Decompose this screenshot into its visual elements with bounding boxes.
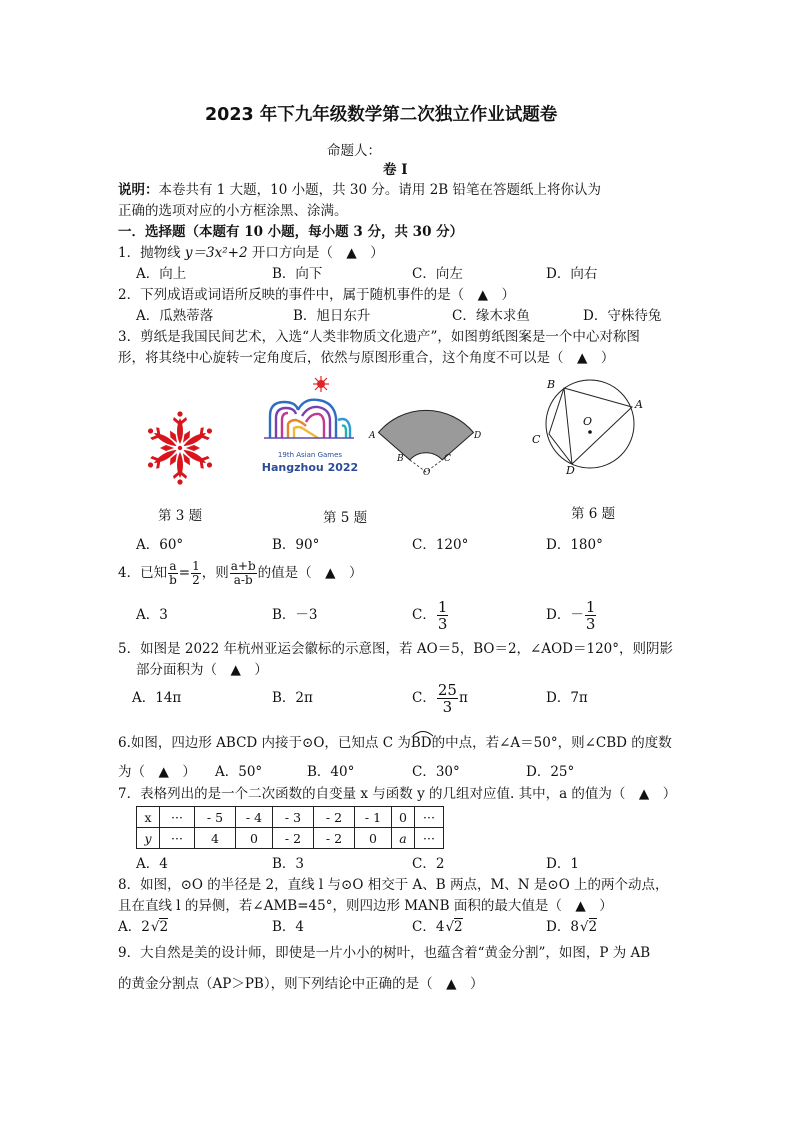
q5-option-d: D．7π — [546, 690, 588, 706]
arc-mark-icon — [411, 729, 435, 737]
table-cell: ··· — [160, 828, 195, 849]
table-cell: 0 — [355, 828, 392, 849]
q1-option-b: B．向下 — [272, 266, 323, 282]
table-cell: ··· — [415, 807, 444, 828]
q1-option-a: A．向上 — [136, 266, 187, 282]
q8-option-d: D．8√2 — [546, 919, 598, 935]
logo-line-1: 19th Asian Games — [277, 451, 343, 459]
table-cell: - 2 — [273, 828, 314, 849]
instructions-text: 本卷共有 1 大题，10 小题，共 30 分。请用 2B 铅笔在答题纸上将你认为 — [158, 182, 601, 198]
q6-option-a: A．50° — [215, 764, 263, 780]
section-heading: 一．选择题（本题有 10 小题，每小题 3 分，共 30 分） — [118, 224, 464, 240]
q1-pre: 1．抛物线 — [118, 245, 185, 261]
question-8-line-2: 且在直线 l 的异侧，若∠AMB=45°，则四边形 MANB 面积的最大值是（ ▲ ） — [118, 898, 613, 914]
circle-label-a: A — [635, 398, 643, 411]
table-cell: - 1 — [355, 807, 392, 828]
table-cell: a — [392, 828, 415, 849]
q8-option-b: B．4 — [272, 919, 305, 935]
sector-label-c: C — [444, 454, 451, 464]
q1-formula: y＝3x²+2 — [184, 245, 248, 261]
q5-option-c: C． $\frac{25}{3}$ π — [412, 681, 468, 716]
q4-option-c: C． $\frac{1}{3}$ — [412, 598, 448, 633]
question-9-line-2: 的黄金分割点（AP＞PB），则下列结论中正确的是（ ▲ ） — [118, 976, 484, 992]
question-1-stem — [118, 244, 384, 262]
question-3-line-1: 3．剪纸是我国民间艺术，入选“人类非物质文化遗产”，如图剪纸图案是一个中心对称图 — [118, 329, 640, 345]
sector-label-d: D — [474, 431, 482, 441]
q2-option-c: C．缘木求鱼 — [452, 308, 530, 324]
question-9-line-1: 9．大自然是美的设计师，即使是一片小小的树叶，也蕴含着“黄金分割”，如图，P 为 AB — [118, 945, 651, 961]
circle-label-c: C — [532, 433, 541, 446]
instructions-label: 说明： — [118, 182, 159, 198]
q2-option-b: B．旭日东升 — [293, 308, 371, 324]
question-5-line-2: 部分面积为（ ▲ ） — [136, 662, 268, 678]
q3-option-d: D．180° — [546, 537, 603, 553]
question-6-line-2: 为（ ▲ ） — [118, 764, 196, 780]
q4-fraction-a-b: $\frac{a}{b}$ — [169, 559, 177, 587]
caption-q3: 第 3 题 — [158, 508, 203, 524]
table-cell: 4 — [195, 828, 236, 849]
q4-equals: = — [178, 565, 191, 581]
question-8-line-1: 8．如图，⊙O 的半径是 2，直线 l 与⊙O 相交于 A、B 两点，M、N 是⊙O 上的两个动点， — [118, 877, 669, 893]
volume-label: 卷 I — [383, 162, 408, 178]
table-cell: - 2 — [314, 807, 355, 828]
sector-label-o: O — [423, 468, 431, 478]
paper-cut-figure — [140, 408, 220, 488]
q4-fraction-expr: $\frac{a+b}{a-b}$ — [230, 559, 256, 587]
q3-option-c: C．120° — [412, 537, 469, 553]
sector-label-b: B — [397, 454, 404, 464]
table-cell: ··· — [160, 807, 195, 828]
logo-line-2: Hangzhou 2022 — [261, 461, 359, 474]
q8-option-a: A．2√2 — [118, 919, 169, 935]
q4-option-b: B．－3 — [272, 607, 318, 623]
q4-pre: 4．已知 — [118, 565, 168, 581]
caption-q5: 第 5 题 — [323, 510, 368, 526]
q3-option-a: A．60° — [136, 537, 184, 553]
q7-option-a: A．4 — [136, 856, 168, 872]
circle-label-b: B — [547, 378, 556, 391]
q7-option-b: B．3 — [272, 856, 305, 872]
q4-fraction-1-2: $\frac{1}{2}$ — [192, 559, 200, 587]
q4-mid: ，则 — [201, 565, 229, 581]
table-cell: - 5 — [195, 807, 236, 828]
q4-option-d-fraction: $\frac{1}{3}$ — [585, 598, 596, 633]
instructions-line-2: 正确的选项对应的小方框涂黑、涂满。 — [118, 203, 348, 219]
q7-option-d: D．1 — [546, 856, 579, 872]
question-7-stem: 7．表格列出的是一个二次函数的自变量 x 与函数 y 的几组对应值. 其中，a 的值为（ ▲ ） — [118, 786, 677, 802]
q5-option-c-fraction: $\frac{25}{3}$ — [437, 681, 457, 716]
q6-pre: 6.如图，四边形 ABCD 内接于⊙O，已知点 C 为 — [118, 735, 411, 751]
q5-option-a: A．14π — [132, 690, 182, 706]
question-4-stem — [118, 558, 363, 588]
asian-games-logo — [258, 376, 362, 476]
q7-value-table — [136, 806, 444, 849]
table-row — [137, 828, 444, 849]
page-title: 2023 年下九年级数学第二次独立作业试题卷 — [205, 105, 558, 125]
table-cell: x — [137, 807, 160, 828]
q3-option-b: B．90° — [272, 537, 320, 553]
q1-option-c: C．向左 — [412, 266, 463, 282]
q2-option-d: D．守株待兔 — [583, 308, 662, 324]
circle-label-d: D — [566, 464, 575, 474]
table-cell: 0 — [392, 807, 415, 828]
circle-label-o: O — [583, 415, 593, 428]
circle-figure — [526, 374, 652, 474]
q4-post: 的值是（ ▲ ） — [257, 565, 363, 581]
q6-option-c: C．30° — [412, 764, 460, 780]
q5-option-b: B．2π — [272, 690, 313, 706]
q6-arc: BD — [411, 734, 432, 752]
table-cell: - 4 — [236, 807, 273, 828]
sqrt-icon: √ — [150, 919, 160, 935]
table-cell: - 3 — [273, 807, 314, 828]
sector-figure — [366, 398, 486, 480]
q4-option-a: A．3 — [136, 607, 168, 623]
q1-post: 开口方向是（ ▲ ） — [247, 245, 384, 261]
sqrt-icon: √ — [445, 919, 455, 935]
caption-q6: 第 6 题 — [571, 506, 616, 522]
question-3-line-2: 形，将其绕中心旋转一定角度后，依然与原图形重合，这个角度不可以是（ ▲ ） — [118, 350, 615, 366]
table-cell: 0 — [236, 828, 273, 849]
q8-option-c: C．4√2 — [412, 919, 463, 935]
q1-option-d: D．向右 — [546, 266, 598, 282]
q7-option-c: C．2 — [412, 856, 445, 872]
instructions-line-1 — [118, 181, 601, 199]
question-6-line-1 — [118, 734, 672, 752]
table-cell: ··· — [415, 828, 444, 849]
q6-option-d: D．25° — [526, 764, 575, 780]
sqrt-icon: √ — [579, 919, 589, 935]
q6-post: 的中点，若∠A＝50°，则∠CBD 的度数 — [431, 735, 672, 751]
q2-option-a: A．瓜熟蒂落 — [136, 308, 214, 324]
q4-option-d: D．－ $\frac{1}{3}$ — [546, 598, 596, 633]
table-row — [137, 807, 444, 828]
question-2-stem: 2．下列成语或词语所反映的事件中，属于随机事件的是（ ▲ ） — [118, 287, 515, 303]
q4-option-c-fraction: $\frac{1}{3}$ — [437, 598, 448, 633]
sector-label-a: A — [369, 431, 376, 441]
q6-option-b: B．40° — [307, 764, 355, 780]
table-cell: - 2 — [314, 828, 355, 849]
table-cell: y — [137, 828, 160, 849]
author-label: 命题人： — [327, 143, 381, 159]
question-5-line-1: 5．如图是 2022 年杭州亚运会徽标的示意图，若 AO＝5，BO＝2，∠AOD＝120°，则阴影 — [118, 641, 674, 657]
